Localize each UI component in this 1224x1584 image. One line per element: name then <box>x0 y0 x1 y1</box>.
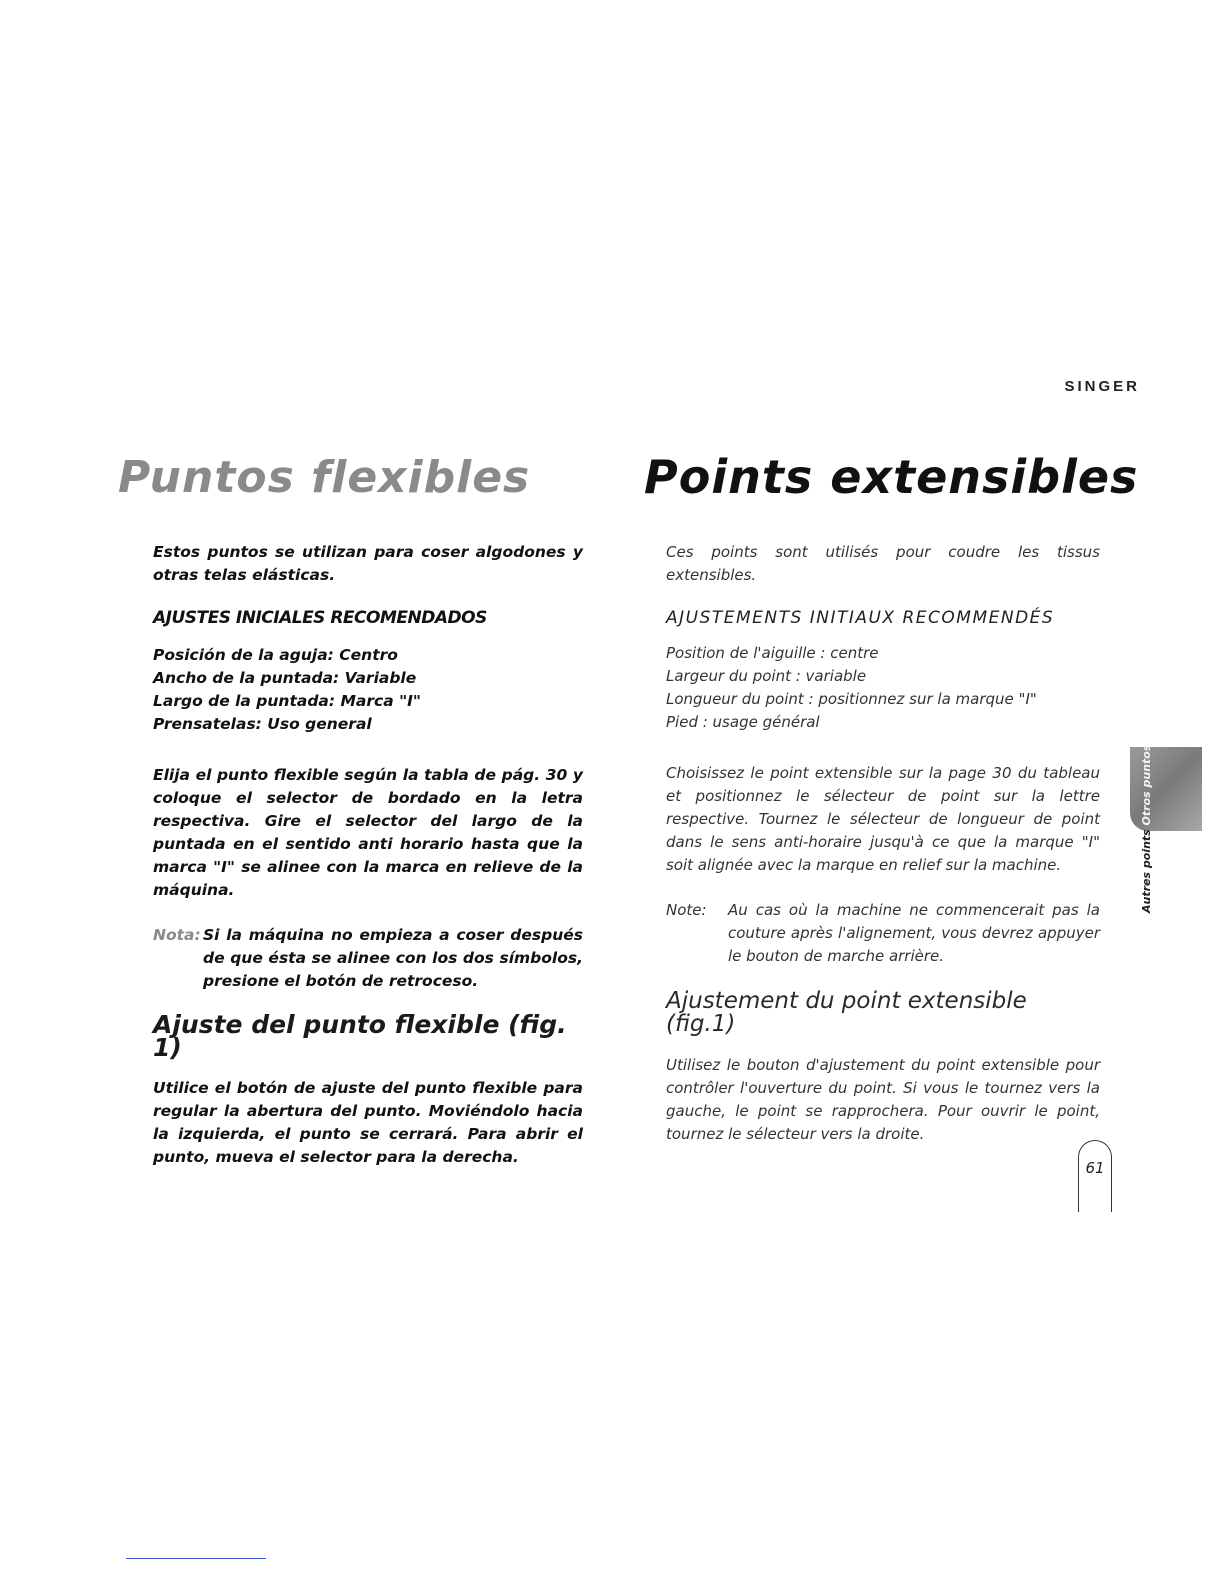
title-spanish: Puntos flexibles <box>118 452 531 503</box>
note-es <box>153 924 583 993</box>
footer-rule <box>126 1558 266 1559</box>
section-tab-label <box>1128 744 1200 918</box>
note-fr <box>666 899 1100 968</box>
subheading-es: Ajuste del punto flexible (fig. 1) <box>153 1010 567 1062</box>
instructions-fr: Choisissez le point extensible sur la page 30 du tableau et positionnez le sélecteur de point sur la lettre respective. Tournez le sélecteur de longueur de point dans le sens anti-horaire jusqu'à ce que la marque "I" soit alignée avec la marque en relief sur la machine. <box>666 764 1100 874</box>
setting-fr: Largeur du point : variable <box>666 667 867 685</box>
setting-es: Posición de la aguja: Centro <box>153 646 398 664</box>
setting-es: Ancho de la puntada: Variable <box>153 669 417 687</box>
setting-fr: Position de l'aiguille : centre <box>666 644 879 662</box>
settings-heading-es: AJUSTES INICIALES RECOMENDADOS <box>153 608 487 628</box>
tab-label-fr: Autres points <box>1140 829 1153 913</box>
setting-fr: Pied : usage général <box>666 713 820 731</box>
note-text-es: Si la máquina no empieza a coser después de que ésta se alinee con los dos símbolos, presione el botón de retroceso. <box>203 926 583 990</box>
setting-fr: Longueur du point : positionnez sur la marque "I" <box>666 690 1037 708</box>
adjust-text-fr: Utilisez le bouton d'ajustement du point extensible pour contrôler l'ouverture du point. Si vous le tournez vers la gauche, le point se rapprochera. Pour ouvrir le point, tournez le sélecteur vers la droite. <box>666 1056 1100 1143</box>
tab-label-es: Otros puntos <box>1140 744 1153 826</box>
settings-heading-fr: AJUSTEMENTS INITIAUX RECOMMENDÉS <box>666 608 1055 628</box>
intro-fr: Ces points sont utilisés pour coudre les tissus extensibles. <box>666 543 1100 584</box>
note-text-fr: Au cas où la machine ne commencerait pas la couture après l'alignement, vous devrez appuyer le bouton de marche arrière. <box>728 901 1100 965</box>
note-label-es: Nota: <box>153 926 201 944</box>
note-label-fr: Note: <box>666 901 707 919</box>
page-number: 61 <box>1078 1140 1112 1212</box>
brand-logo: SINGER <box>1064 378 1140 395</box>
settings-list-es <box>153 644 583 736</box>
title-french: Points extensibles <box>644 450 1139 504</box>
setting-es: Prensatelas: Uso general <box>153 715 372 733</box>
french-column <box>666 541 1100 1146</box>
adjust-text-es: Utilice el botón de ajuste del punto flexible para regular la abertura del punto. Moviéndolo hacia la izquierda, el punto se cerrará. Para abrir el punto, mueva el selector para la derecha. <box>153 1079 583 1166</box>
settings-list-fr <box>666 642 1100 734</box>
setting-es: Largo de la puntada: Marca "I" <box>153 692 421 710</box>
intro-es: Estos puntos se utilizan para coser algodones y otras telas elásticas. <box>153 543 583 584</box>
instructions-es: Elija el punto flexible según la tabla de pág. 30 y coloque el selector de bordado en la letra respectiva. Gire el selector del largo de la puntada en el sentido anti horario hasta que la marca "I" se alinee con la marca en relieve de la máquina. <box>153 766 583 899</box>
subheading-fr: Ajustement du point extensible (fig.1) <box>666 988 1027 1037</box>
spanish-column <box>153 541 583 1169</box>
